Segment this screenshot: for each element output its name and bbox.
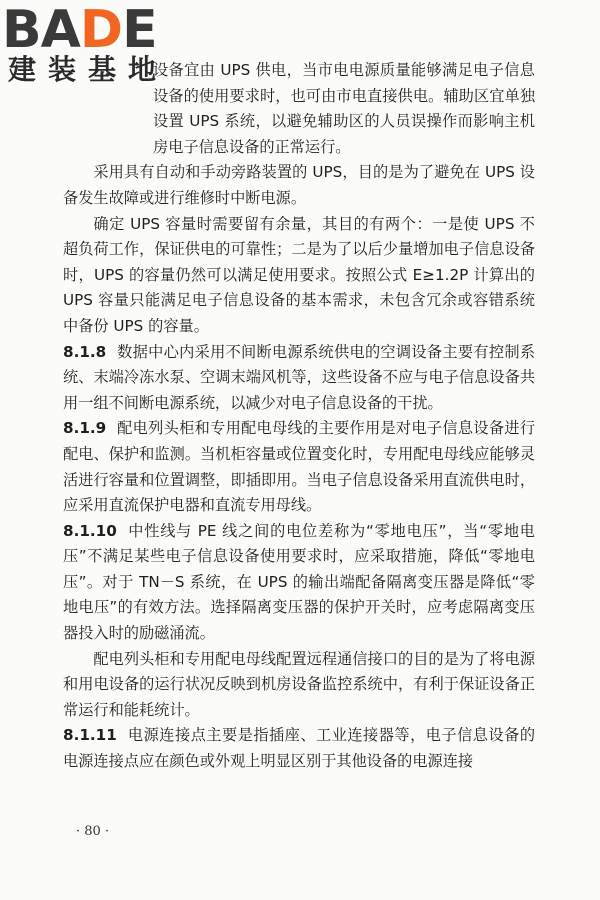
paragraph-p1 <box>63 58 535 160</box>
logo-wordmark <box>2 0 157 60</box>
clause-number: 8.1.8 <box>63 342 107 361</box>
paragraph-text: 电源连接点主要是指插座、工业连接器等，电子信息设备的电源连接点应在颜色或外观上明显区别于其他设备的电源连接 <box>63 726 535 771</box>
paragraph-text: 数据中心内采用不间断电源系统供电的空调设备主要有控制系统、末端冷冻水泵、空调末端风机等，这些设备不应与电子信息设备共用一组不间断电源系统，以减少对电子信息设备的干扰。 <box>63 342 535 412</box>
body-text <box>63 58 535 775</box>
logo-text-part2: E <box>122 0 157 60</box>
clause-8-1-9 <box>63 416 535 518</box>
paragraph-text: 采用具有自动和手动旁路装置的 UPS，目的是为了避免在 UPS 设备发生故障或进行维修时中断电源。 <box>63 163 535 207</box>
clause-8-1-10 <box>63 519 535 647</box>
logo-chinese-text: 建装基地 <box>8 53 169 86</box>
paragraph-text: 设备宜由 UPS 供电，当市电电源质量能够满足电子信息设备的使用要求时，也可由市电直接供电。辅助区宜单独设置 UPS 系统，以避免辅助区的人员误操作而影响主机房电子信息设备的正常运行。 <box>153 61 535 156</box>
paragraph-p3 <box>63 212 535 340</box>
clause-8-1-8 <box>63 340 535 417</box>
paragraph-text: 中性线与 PE 线之间的电位差称为“零地电压”，当“零地电压”不满足某些电子信息设备使用要求时，应采取措施，降低“零地电压”。对于 TN－S 系统，在 UPS 的输出端配备隔离变压器是降低“零地电压”的有效方法。选择隔离变压器的保护开关时，应考虑隔离变压器投入时的励磁涌流。 <box>63 521 535 643</box>
clause-number: 8.1.9 <box>63 419 107 438</box>
paragraph-p2 <box>63 160 535 211</box>
paragraph-text: 配电列头柜和专用配电母线配置远程通信接口的目的是为了将电源和用电设备的运行状况反映到机房设备监控系统中，有利于保证设备正常运行和能耗统计。 <box>63 649 535 719</box>
page-number: · 80 · <box>76 824 110 839</box>
clause-number: 8.1.10 <box>63 521 117 540</box>
paragraph-text: 确定 UPS 容量时需要留有余量，其目的有两个：一是使 UPS 不超负荷工作，保证供电的可靠性；二是为了以后少量增加电子信息设备时，UPS 的容量仍然可以满足使用要求。按照公式 E≥1.2P 计算出的 UPS 容量只能满足电子信息设备的基本需求，未包含冗余或容错系统中备份 UPS 的容量。 <box>63 214 535 335</box>
logo-text-accent: D <box>79 0 123 60</box>
logo-text-part1: BA <box>2 0 80 60</box>
paragraph-p7 <box>63 647 535 724</box>
clause-8-1-11 <box>63 723 535 774</box>
clause-number: 8.1.11 <box>63 726 117 745</box>
paragraph-text: 配电列头柜和专用配电母线的主要作用是对电子信息设备进行配电、保护和监测。当机柜容量或位置变化时，专用配电母线应能够灵活进行容量和位置调整，即插即用。当电子信息设备采用直流供电时，应采用直流保护电器和直流专用母线。 <box>63 419 535 515</box>
